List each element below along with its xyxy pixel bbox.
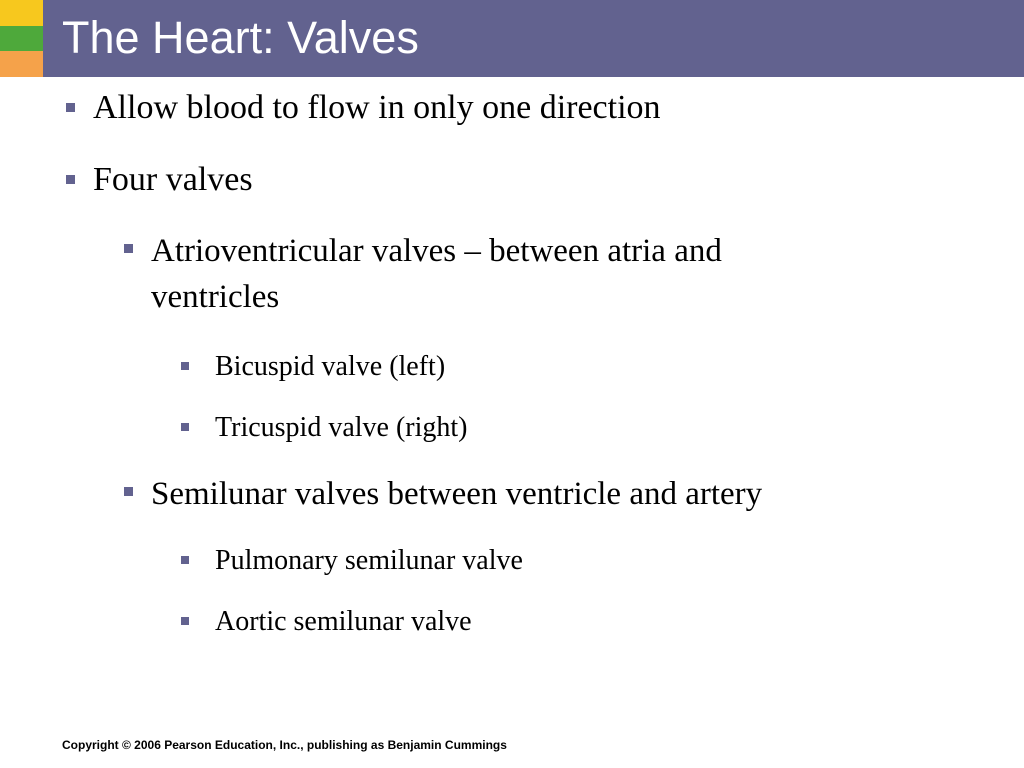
slide-title: The Heart: Valves xyxy=(62,12,419,63)
square-bullet-icon xyxy=(66,103,75,112)
bullet-text: Aortic semilunar valve xyxy=(215,606,472,637)
bullet-text: Pulmonary semilunar valve xyxy=(215,545,523,576)
sub-sub-bullet-item xyxy=(215,350,445,384)
square-bullet-icon xyxy=(124,244,133,253)
bullet-text: Tricuspid valve (right) xyxy=(215,412,468,443)
sub-sub-bullet-item xyxy=(215,605,472,639)
bullet-text-line-1: Atrioventricular valves – between atria and xyxy=(151,233,722,269)
bullet-text-line-2: ventricles xyxy=(151,279,280,315)
bullet-item xyxy=(93,160,253,200)
sub-sub-bullet-item xyxy=(215,411,468,445)
copyright-footer: Copyright © 2006 Pearson Education, Inc., publishing as Benjamin Cummings xyxy=(62,738,507,752)
bullet-item xyxy=(93,88,661,128)
square-bullet-icon xyxy=(181,617,189,625)
sub-bullet-item xyxy=(151,228,722,320)
bullet-text: Semilunar valves between ventricle and artery xyxy=(151,476,763,512)
sub-sub-bullet-item xyxy=(215,544,523,578)
square-bullet-icon xyxy=(181,556,189,564)
square-bullet-icon xyxy=(181,362,189,370)
bullet-text: Bicuspid valve (left) xyxy=(215,351,446,382)
square-bullet-icon xyxy=(181,423,189,431)
bullet-text: Allow blood to flow in only one direction xyxy=(93,89,661,126)
bullet-text: Four valves xyxy=(93,161,253,198)
square-bullet-icon xyxy=(66,175,75,184)
square-bullet-icon xyxy=(124,487,133,496)
sub-bullet-item xyxy=(151,471,762,517)
